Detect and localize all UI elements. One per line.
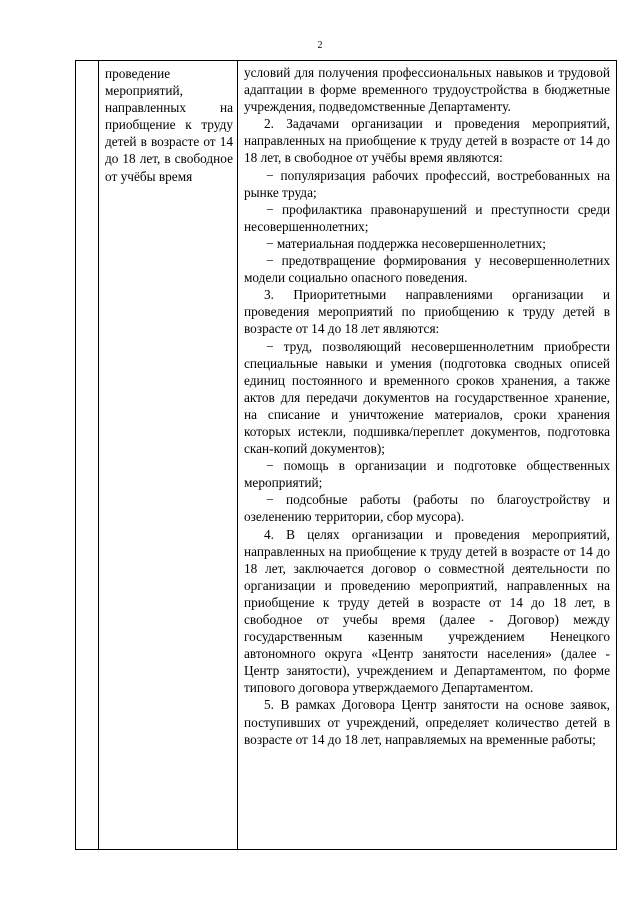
content-paragraph: 5. В рамках Договора Центр занятости на основе заявок, поступивших от учреждений, определяет количество детей в возрасте от 14 до 18 лет, направляемых на временные работы;: [244, 697, 610, 747]
row-number-cell: [76, 61, 99, 850]
content-paragraph: − профилактика правонарушений и преступности среди несовершеннолетних;: [244, 201, 610, 234]
content-paragraph: − помощь в организации и подготовке общественных мероприятий;: [244, 458, 610, 491]
table-row: [76, 61, 617, 850]
content-paragraph: − материальная поддержка несовершеннолетних;: [266, 235, 546, 251]
content-paragraph: 3. Приоритетными направлениями организации и проведения мероприятий по приобщению к труду детей в возрасте от 14 до 18 лет являются:: [244, 287, 610, 337]
content-paragraph: 2. Задачами организации и проведения мероприятий, направленных на приобщение к труду детей в возрасте от 14 до 18 лет, в свободное от учёбы время являются:: [244, 116, 610, 166]
content-paragraph: − подсобные работы (работы по благоустройству и озеленению территории, сбор мусора).: [244, 492, 610, 525]
content-paragraph: − популяризация рабочих профессий, востребованных на рынке труда;: [244, 167, 610, 200]
content-paragraph: − предотвращение формирования у несовершеннолетних модели социально опасного поведения.: [244, 253, 610, 286]
row-content-cell: [238, 61, 617, 850]
content-paragraph: 4. В целях организации и проведения мероприятий, направленных на приобщение к труду детей в возрасте от 14 до 18 лет, заключается договор о совместной деятельности по организации и проведению мероприятий, направленных на приобщение к труду детей в возрасте от 14 до 18 лет, в свободное от учебы время (далее - Договор) между государственным казенным учреждением Ненецкого автономного округа «Центр занятости населения» (далее - Центр занятости), учреждением и Департаментом, по форме типового договора утверждаемого Департаментом.: [244, 526, 610, 696]
row-title-cell: [99, 61, 238, 850]
content-paragraph: − труд, позволяющий несовершеннолетним приобрести специальные навыки и умения (подготовка сводных описей единиц постоянного и временного сроков хранения, а также актов для передачи документов на государственное хранение, на списание и уничтожение материалов, сроки хранения которых истекли, подшивка/переплет документов, подготовка скан-копий документов);: [244, 338, 610, 457]
page-number: 2: [317, 40, 323, 51]
content-paragraph: условий для получения профессиональных навыков и трудовой адаптации в форме временного трудоустройства в бюджетные учреждения, подведомственные Департаменту.: [244, 65, 610, 115]
document-table: [75, 60, 617, 850]
row-title: проведение мероприятий, направленных на приобщение к труду детей в возрасте от 14 до 18 лет, в свободное от учёбы время: [105, 66, 233, 184]
row-content: [238, 61, 616, 748]
